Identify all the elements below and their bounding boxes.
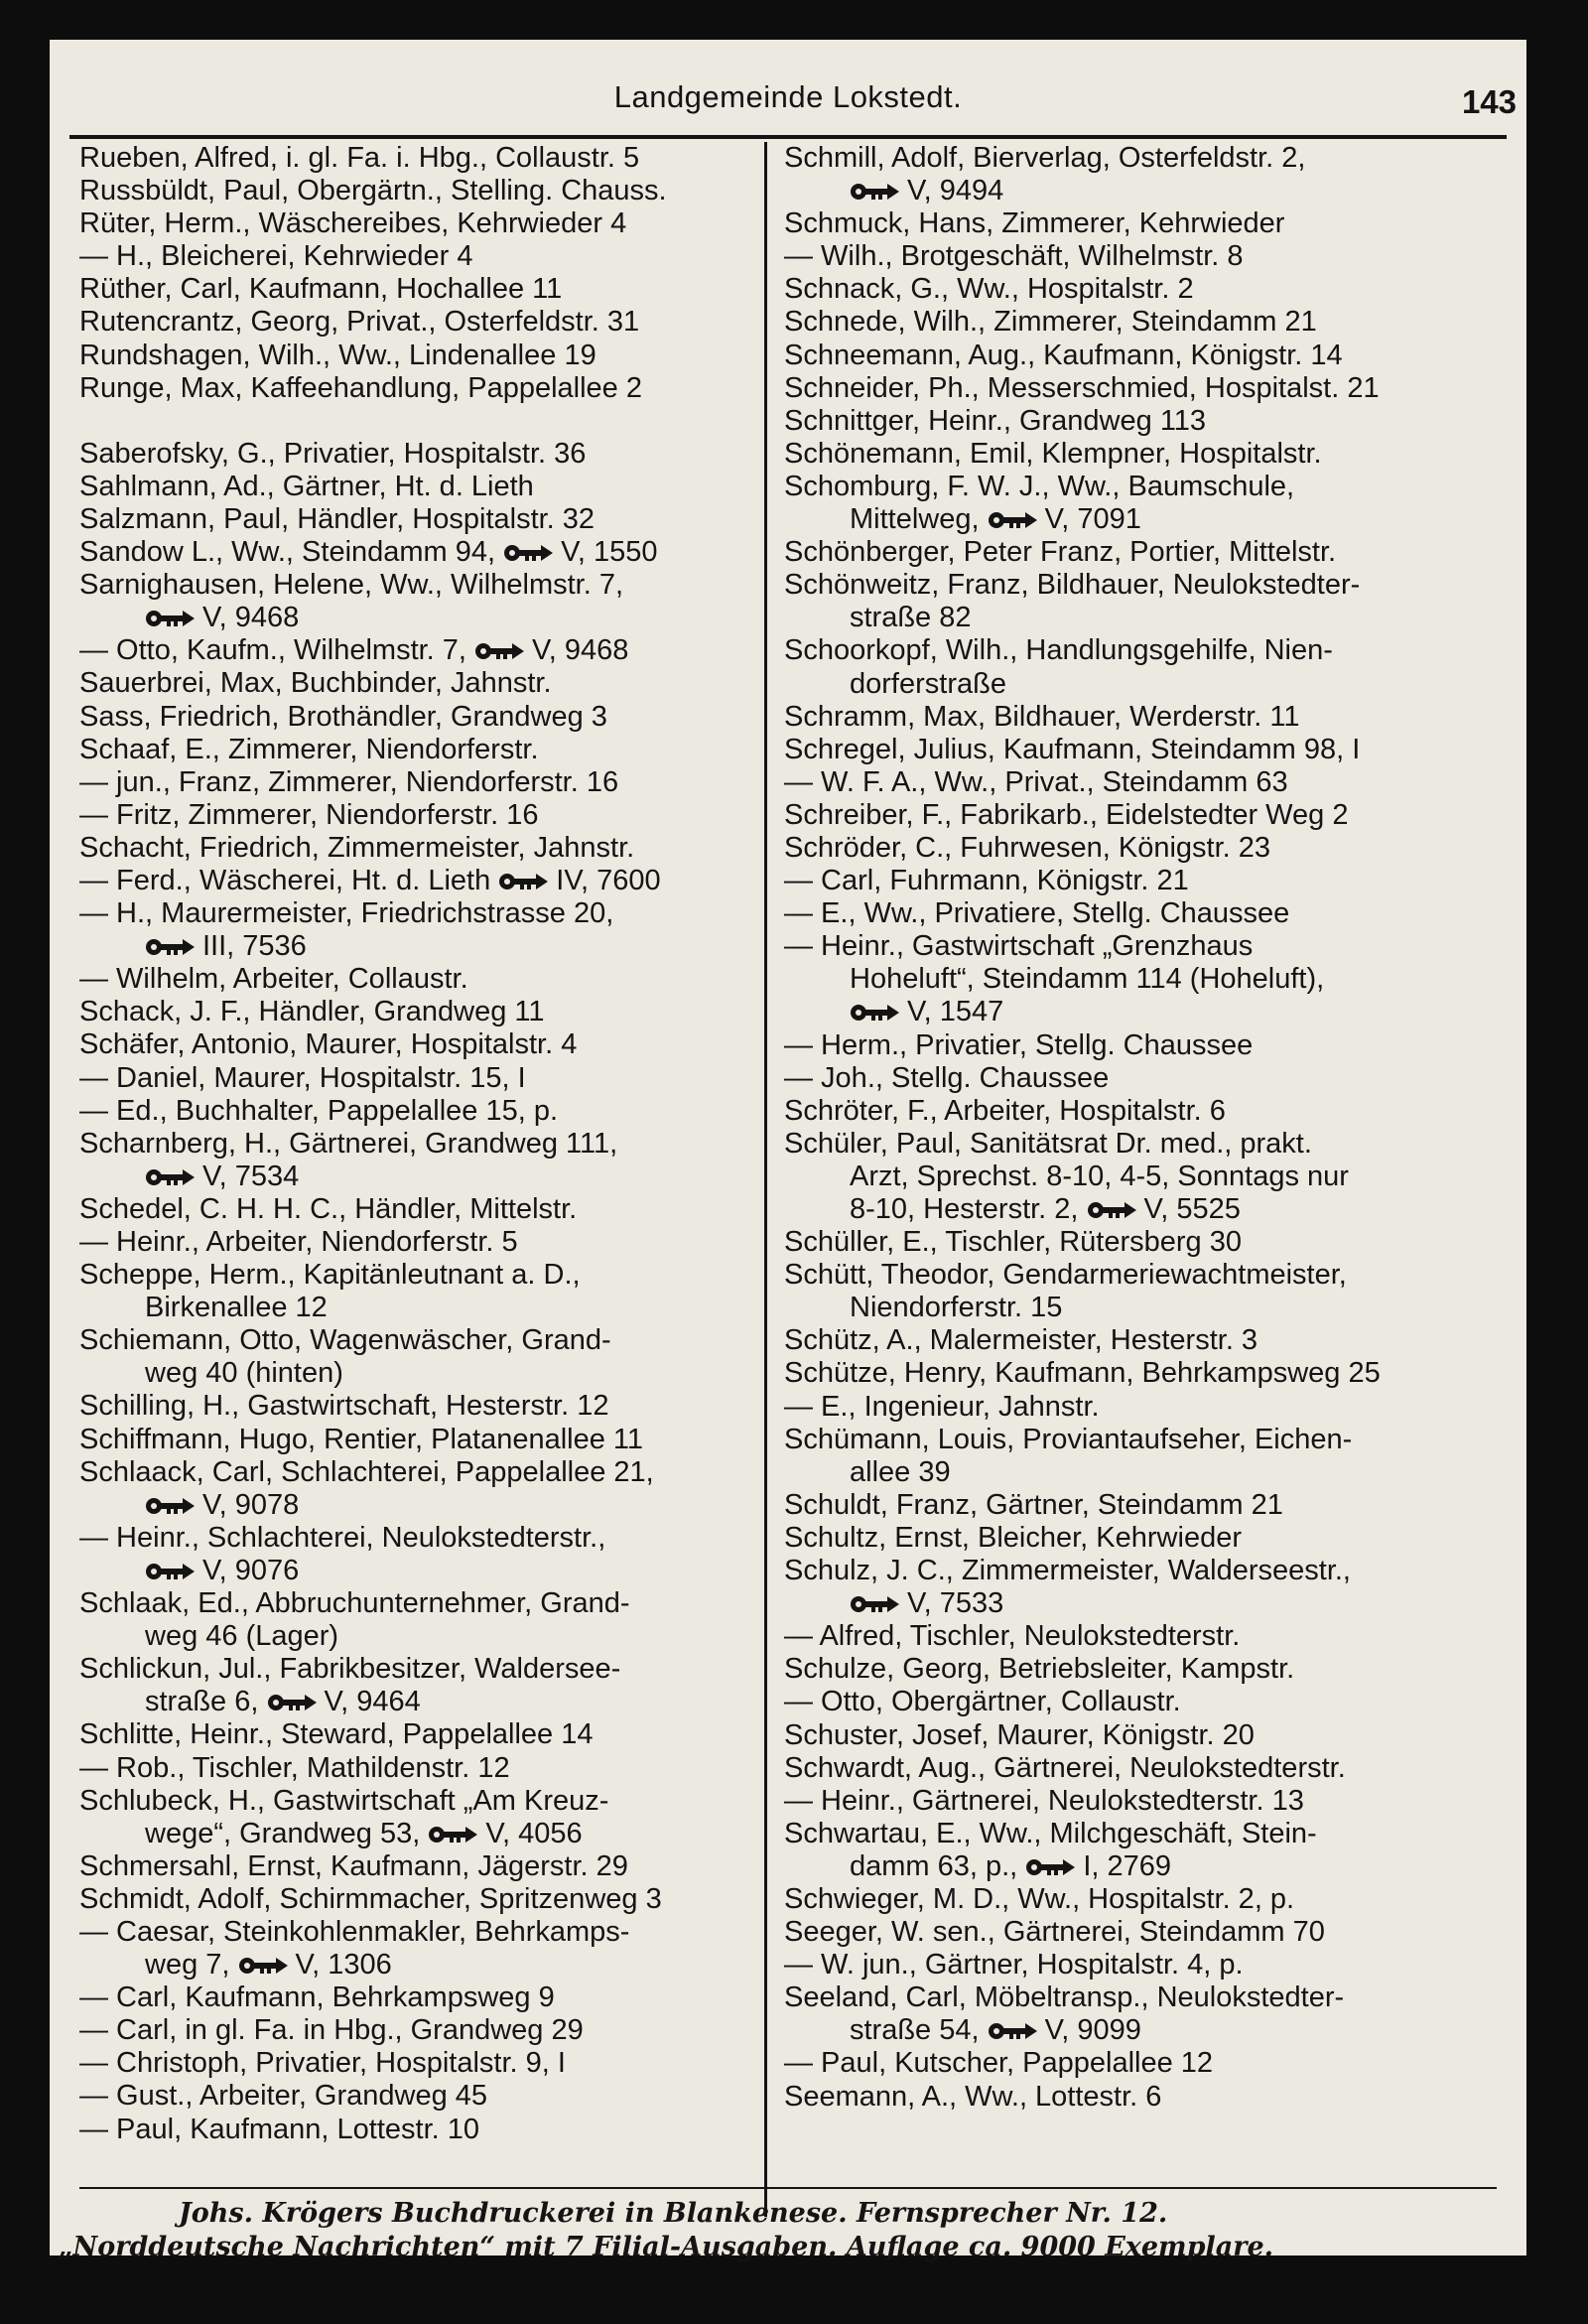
entry-text: Schack, J. F., Händler, Grandweg 11 [79,996,545,1028]
entry-text: Schlitte, Heinr., Steward, Pappelallee 14 [79,1718,594,1751]
directory-entry [784,1489,1467,1522]
footer-newspaper-line: „Norddeutsche Nachrichten“ mit 7 Filial-Ausgaben. Auflage ca. 9000 Exemplare. [58,2232,1274,2262]
directory-entry [784,1653,1467,1686]
entry-text: Rundshagen, Wilh., Ww., Lindenallee 19 [79,339,596,371]
page-title: Landgemeinde Lokstedt. [613,79,963,114]
directory-entry [784,701,1467,734]
entry-text: — Carl, in gl. Fa. in Hbg., Grandweg 29 [79,2014,584,2047]
entry-text: Schacht, Friedrich, Zimmermeister, Jahnstr. [79,831,635,864]
phone-number: V, 9078 [202,1488,300,1521]
directory-entry [79,1456,762,1489]
telephone-key-icon [145,1167,197,1187]
entry-text: damm 63, p., [850,1849,1026,1882]
directory-entry [79,569,762,602]
entry-text: Schiemann, Otto, Wagenwäscher, Grand- [79,1324,611,1357]
directory-page [50,40,1526,2262]
entry-text: — W. jun., Gärtner, Hospitalstr. 4, p. [784,1949,1244,1982]
directory-entry [784,142,1467,175]
directory-entry [784,1029,1467,1062]
directory-entry [784,1620,1467,1653]
directory-entry [79,306,762,339]
directory-entry [79,634,762,667]
directory-entry [784,405,1467,438]
entry-text: wege“, Grandweg 53, [145,1817,429,1849]
entry-text: — E., Ww., Privatiere, Stellg. Chaussee [784,897,1290,930]
directory-entry [79,1752,762,1785]
telephone-key-icon [850,1003,901,1023]
directory-entry [79,1653,762,1686]
entry-text: Schwartau, E., Ww., Milchgeschäft, Stein- [784,1817,1317,1849]
entry-text: Schütz, A., Malermeister, Hesterstr. 3 [784,1324,1258,1357]
entry-continuation [784,2014,1467,2047]
entry-text: Schmuck, Hans, Zimmerer, Kehrwieder [784,207,1285,240]
phone-number: V, 9468 [532,634,629,667]
directory-entry [784,273,1467,306]
directory-entry [784,1719,1467,1752]
entry-continuation [784,175,1467,207]
directory-entry [784,1883,1467,1916]
telephone-key-icon [850,182,901,202]
right-column [784,142,1467,2114]
directory-entry [79,897,762,930]
entry-text: straße 82 [850,602,972,634]
entry-text: — Gust., Arbeiter, Grandweg 45 [79,2080,488,2113]
directory-entry [79,1982,762,2014]
entry-text: Birkenallee 12 [145,1292,328,1324]
directory-entry [784,1555,1467,1587]
directory-entry [784,832,1467,865]
entry-text: Schuster, Josef, Maurer, Königstr. 20 [784,1718,1255,1751]
directory-entry [784,1752,1467,1785]
entry-continuation [79,1489,762,1522]
entry-text: straße 54, [850,2014,988,2047]
entry-continuation [784,1456,1467,1489]
directory-entry [79,1259,762,1292]
page-header [50,79,1526,129]
directory-entry [79,1587,762,1620]
directory-entry [79,471,762,503]
directory-entry [79,340,762,372]
entry-continuation [79,1949,762,1982]
entry-text: — W. F. A., Ww., Privat., Steindamm 63 [784,765,1288,798]
entry-continuation [79,1686,762,1718]
directory-entry [79,536,762,569]
directory-entry [79,1718,762,1751]
section-gap [79,405,762,438]
entry-continuation [784,1850,1467,1883]
phone-number: V, 1550 [561,536,658,569]
column-divider [764,142,767,2217]
entry-text: Schnittger, Heinr., Grandweg 113 [784,404,1207,437]
entry-continuation [79,1555,762,1587]
directory-entry [79,1062,762,1095]
entry-text: Schuldt, Franz, Gärtner, Steindamm 21 [784,1488,1283,1521]
entry-text: — Fritz, Zimmerer, Niendorferstr. 16 [79,798,539,831]
entry-text: — Christoph, Privatier, Hospitalstr. 9, I [79,2047,566,2080]
entry-text: — H., Maurermeister, Friedrichstrasse 20, [79,897,614,930]
entry-text: Scharnberg, H., Gärtnerei, Grandweg 111, [79,1127,618,1160]
directory-entry [784,1095,1467,1128]
entry-text: Sandow L., Ww., Steindamm 94, [79,536,504,569]
entry-text: dorferstraße [850,667,1006,700]
entry-text: — Joh., Stellg. Chaussee [784,1061,1110,1094]
phone-number: I, 2769 [1083,1849,1171,1882]
entry-text: Seeger, W. sen., Gärtnerei, Steindamm 70 [784,1916,1325,1949]
entry-text: Mittelweg, [850,503,988,536]
directory-entry [79,1390,762,1423]
phone-number: V, 9494 [907,175,1004,207]
directory-entry [784,1226,1467,1259]
entry-text: Schregel, Julius, Kaufmann, Steindamm 98, I [784,733,1361,765]
entry-text: Schramm, Max, Bildhauer, Werderstr. 11 [784,700,1300,733]
entry-text: 8-10, Hesterstr. 2, [850,1193,1087,1225]
phone-number: V, 1547 [907,996,1004,1028]
entry-text: Schulz, J. C., Zimmermeister, Walderseestr., [784,1555,1351,1587]
entry-continuation [784,503,1467,536]
telephone-key-icon [238,1956,290,1976]
page-number: 143 [1461,83,1517,120]
entry-continuation [79,1818,762,1850]
entry-continuation [79,1620,762,1653]
entry-text: Rutencrantz, Georg, Privat., Osterfeldstr. 31 [79,306,640,339]
entry-text: Schwieger, M. D., Ww., Hospitalstr. 2, p. [784,1882,1295,1915]
telephone-key-icon [988,2021,1039,2041]
entry-text: Sauerbrei, Max, Buchbinder, Jahnstr. [79,667,552,700]
phone-number: V, 7533 [907,1587,1004,1620]
entry-text: Russbüldt, Paul, Obergärtn., Stelling. Chauss. [79,175,667,207]
directory-entry [784,930,1467,963]
telephone-key-icon [850,1594,901,1614]
entry-text: — Caesar, Steinkohlenmakler, Behrkamps- [79,1915,630,1948]
directory-entry [79,372,762,405]
left-column [79,142,762,2146]
entry-text: — Rob., Tischler, Mathildenstr. 12 [79,1751,510,1784]
entry-text: Schütt, Theodor, Gendarmeriewachtmeister, [784,1259,1347,1292]
telephone-key-icon [1025,1857,1077,1877]
entry-text: — Ed., Buchhalter, Pappelallee 15, p. [79,1094,559,1127]
entry-text: Schlaak, Ed., Abbruchunternehmer, Grand- [79,1587,630,1620]
directory-entry [79,207,762,240]
directory-entry [784,2081,1467,2114]
entry-text: Schmersahl, Ernst, Kaufmann, Jägerstr. 29 [79,1849,628,1882]
directory-entry [784,372,1467,405]
entry-continuation [79,602,762,634]
entry-text: Schlaack, Carl, Schlachterei, Pappelallee 21, [79,1455,654,1488]
entry-continuation [784,602,1467,634]
entry-text: — Paul, Kaufmann, Lottestr. 10 [79,2113,480,2145]
entry-text: allee 39 [850,1455,951,1488]
entry-text: Schmill, Adolf, Bierverlag, Osterfeldstr. 2, [784,142,1306,174]
directory-entry [784,1785,1467,1818]
entry-text: Schreiber, F., Fabrikarb., Eidelstedter Weg 2 [784,798,1349,831]
directory-entry [784,897,1467,930]
entry-continuation [784,1161,1467,1193]
entry-text: — Otto, Obergärtner, Collaustr. [784,1686,1181,1718]
entry-text: Scheppe, Herm., Kapitänleutnant a. D., [79,1259,581,1292]
directory-entry [784,569,1467,602]
entry-text: Rüther, Carl, Kaufmann, Hochallee 11 [79,273,563,306]
telephone-key-icon [428,1825,479,1845]
entry-continuation [784,668,1467,701]
directory-entry [79,701,762,734]
directory-entry [784,1424,1467,1456]
entry-continuation [784,1193,1467,1226]
entry-text: — Paul, Kutscher, Pappelallee 12 [784,2047,1214,2080]
entry-text: — Ferd., Wäscherei, Ht. d. Lieth [79,864,499,896]
directory-entry [784,438,1467,471]
entry-text: — Otto, Kaufm., Wilhelmstr. 7, [79,634,475,667]
entry-continuation [784,963,1467,996]
entry-text: Schönberger, Peter Franz, Portier, Mittelstr. [784,536,1337,569]
entry-text: Schlubeck, H., Gastwirtschaft „Am Kreuz- [79,1784,609,1817]
entry-text: Schneider, Ph., Messerschmied, Hospitalst. 21 [784,371,1380,404]
directory-entry [79,1028,762,1061]
entry-text: Schoorkopf, Wilh., Handlungsgehilfe, Nien- [784,634,1333,667]
entry-text: weg 40 (hinten) [145,1357,343,1390]
entry-continuation [79,1357,762,1390]
header-rule [69,135,1507,139]
phone-number: III, 7536 [202,930,307,963]
telephone-key-icon [145,609,197,628]
entry-text: Schröder, C., Fuhrwesen, Königstr. 23 [784,831,1271,864]
entry-text: weg 46 (Lager) [145,1620,339,1653]
directory-entry [79,832,762,865]
entry-text: — Carl, Fuhrmann, Königstr. 21 [784,865,1189,897]
entry-text: — E., Ingenieur, Jahnstr. [784,1390,1100,1423]
entry-text: Hoheluft“, Steindamm 114 (Hoheluft), [850,963,1325,996]
entry-text: Seemann, A., Ww., Lottestr. 6 [784,2080,1162,2113]
entry-text: — Daniel, Maurer, Hospitalstr. 15, I [79,1061,526,1094]
directory-entry [79,1226,762,1259]
directory-entry [79,142,762,175]
directory-entry [784,471,1467,503]
telephone-key-icon [988,510,1039,530]
directory-entry [79,438,762,471]
telephone-key-icon [498,872,550,891]
entry-text: Sarnighausen, Helene, Ww., Wilhelmstr. 7, [79,569,624,602]
directory-entry [79,503,762,536]
entry-text: — jun., Franz, Zimmerer, Niendorferstr. 16 [79,765,619,798]
directory-entry [79,175,762,207]
entry-text: — Heinr., Schlachterei, Neulokstedterstr., [79,1521,606,1554]
directory-entry [784,1949,1467,1982]
directory-entry [79,734,762,766]
entry-text: Schiffmann, Hugo, Rentier, Platanenallee 11 [79,1423,644,1455]
entry-continuation [79,930,762,963]
entry-text: Schultz, Ernst, Bleicher, Kehrwieder [784,1521,1242,1554]
entry-text: — Heinr., Gastwirtschaft „Grenzhaus [784,930,1254,963]
directory-entry [784,1357,1467,1390]
entry-text: Schomburg, F. W. J., Ww., Baumschule, [784,470,1295,502]
entry-text: weg 7, [145,1949,238,1982]
entry-text: Schnede, Wilh., Zimmerer, Steindamm 21 [784,306,1317,339]
entry-text: Schneemann, Aug., Kaufmann, Königstr. 14 [784,339,1343,371]
entry-text: Schnack, G., Ww., Hospitalstr. 2 [784,273,1194,306]
entry-text: Schönweitz, Franz, Bildhauer, Neulokstedter- [784,569,1361,602]
entry-text: — Herm., Privatier, Stellg. Chaussee [784,1028,1254,1061]
directory-entry [79,996,762,1028]
directory-entry [784,734,1467,766]
entry-continuation [784,996,1467,1028]
entry-text: Rueben, Alfred, i. gl. Fa. i. Hbg., Collaustr. 5 [79,142,640,174]
entry-text: Schaaf, E., Zimmerer, Niendorferstr. [79,733,539,765]
entry-text: Schwardt, Aug., Gärtnerei, Neulokstedterstr. [784,1751,1346,1784]
telephone-key-icon [503,543,555,563]
directory-entry [784,766,1467,799]
directory-entry [784,340,1467,372]
entry-text: Schedel, C. H. H. C., Händler, Mittelstr. [79,1192,578,1225]
phone-number: V, 7534 [202,1160,300,1192]
directory-entry [784,1686,1467,1718]
directory-entry [79,2114,762,2146]
entry-text: Schlickun, Jul., Fabrikbesitzer, Waldersee- [79,1653,621,1686]
directory-entry [79,667,762,700]
entry-text: Niendorferstr. 15 [850,1292,1063,1324]
directory-entry [784,1916,1467,1949]
entry-text: Sahlmann, Ad., Gärtner, Ht. d. Lieth [79,470,534,502]
entry-text: Schulze, Georg, Betriebsleiter, Kampstr. [784,1653,1295,1686]
entry-text: — Alfred, Tischler, Neulokstedterstr. [784,1620,1241,1653]
directory-entry [79,273,762,306]
phone-number: V, 9468 [202,602,300,634]
entry-text: Schütze, Henry, Kaufmann, Behrkampsweg 25 [784,1357,1381,1390]
entry-text: Schröter, F., Arbeiter, Hospitalstr. 6 [784,1094,1226,1127]
entry-text: Schäfer, Antonio, Maurer, Hospitalstr. 4 [79,1028,578,1061]
entry-continuation [79,1161,762,1193]
directory-entry [79,799,762,832]
entry-text: — Heinr., Arbeiter, Niendorferstr. 5 [79,1226,518,1258]
entry-text: Rüter, Herm., Wäschereibes, Kehrwieder 4 [79,207,627,240]
directory-entry [79,1916,762,1949]
directory-entry [79,865,762,897]
entry-continuation [784,1587,1467,1620]
entry-text: — Carl, Kaufmann, Behrkampsweg 9 [79,1982,555,2014]
directory-entry [784,240,1467,273]
directory-entry [79,766,762,799]
directory-entry [79,1193,762,1226]
entry-text: Runge, Max, Kaffeehandlung, Pappelallee 2 [79,371,643,404]
phone-number: V, 9076 [202,1554,300,1586]
phone-number: IV, 7600 [556,864,661,896]
footer-rule [79,2187,1497,2189]
entry-text: Schönemann, Emil, Klempner, Hospitalstr. [784,437,1322,470]
directory-entry [79,1785,762,1818]
telephone-key-icon [145,1496,197,1516]
directory-entry [79,240,762,273]
telephone-key-icon [1087,1200,1138,1220]
directory-entry [79,1424,762,1456]
directory-entry [79,1095,762,1128]
entry-text: Sass, Friedrich, Brothändler, Grandweg 3 [79,700,607,733]
telephone-key-icon [145,937,197,957]
footer-printer-line: Johs. Krögers Buchdruckerei in Blankenese. Fernsprecher Nr. 12. [179,2198,1168,2229]
directory-entry [784,1324,1467,1357]
telephone-key-icon [145,1562,197,1581]
entry-text: Schüller, E., Tischler, Rütersberg 30 [784,1226,1242,1259]
entry-text: — Wilh., Brotgeschäft, Wilhelmstr. 8 [784,240,1244,273]
printer-footer [50,2197,1526,2264]
directory-entry [79,1324,762,1357]
entry-text: — Heinr., Gärtnerei, Neulokstedterstr. 13 [784,1784,1304,1817]
entry-text: Arzt, Sprechst. 8-10, 4-5, Sonntags nur [850,1160,1349,1192]
telephone-key-icon [474,641,526,661]
directory-entry [784,1982,1467,2014]
entry-text: Saberofsky, G., Privatier, Hospitalstr. 36 [79,437,587,470]
directory-entry [784,2047,1467,2080]
directory-entry [79,2080,762,2113]
entry-text: Schmidt, Adolf, Schirmmacher, Spritzenweg 3 [79,1882,662,1915]
directory-entry [784,536,1467,569]
telephone-key-icon [267,1693,319,1712]
phone-number: V, 4056 [485,1817,583,1849]
entry-continuation [79,1292,762,1324]
directory-entry [784,207,1467,240]
directory-entry [79,1850,762,1883]
directory-entry [784,306,1467,339]
directory-entry [79,1522,762,1555]
entry-continuation [784,1292,1467,1324]
entry-text: straße 6, [145,1686,267,1718]
directory-entry [784,1128,1467,1161]
directory-entry [79,1128,762,1161]
directory-entry [784,865,1467,897]
directory-entry [79,2047,762,2080]
directory-entry [79,2014,762,2047]
directory-entry [784,634,1467,667]
phone-number: V, 1306 [295,1949,392,1982]
entry-text: Schilling, H., Gastwirtschaft, Hesterstr. 12 [79,1390,609,1423]
phone-number: V, 9099 [1044,2014,1141,2047]
entry-text: Salzmann, Paul, Händler, Hospitalstr. 32 [79,502,596,535]
entry-text: — H., Bleicherei, Kehrwieder 4 [79,240,473,273]
directory-entry [784,1062,1467,1095]
directory-entry [784,1522,1467,1555]
directory-entry [784,1391,1467,1424]
phone-number: V, 5525 [1143,1193,1241,1225]
directory-entry [784,1818,1467,1850]
entry-text: Schümann, Louis, Proviantaufseher, Eichen- [784,1423,1353,1455]
directory-entry [79,963,762,996]
directory-entry [784,1259,1467,1292]
entry-text: Schüler, Paul, Sanitätsrat Dr. med., prakt. [784,1127,1312,1160]
phone-number: V, 9464 [324,1686,421,1718]
phone-number: V, 7091 [1044,503,1141,536]
entry-text: — Wilhelm, Arbeiter, Collaustr. [79,963,468,996]
entry-text: Seeland, Carl, Möbeltransp., Neulokstedter- [784,1982,1345,2014]
directory-entry [784,799,1467,832]
directory-entry [79,1883,762,1916]
